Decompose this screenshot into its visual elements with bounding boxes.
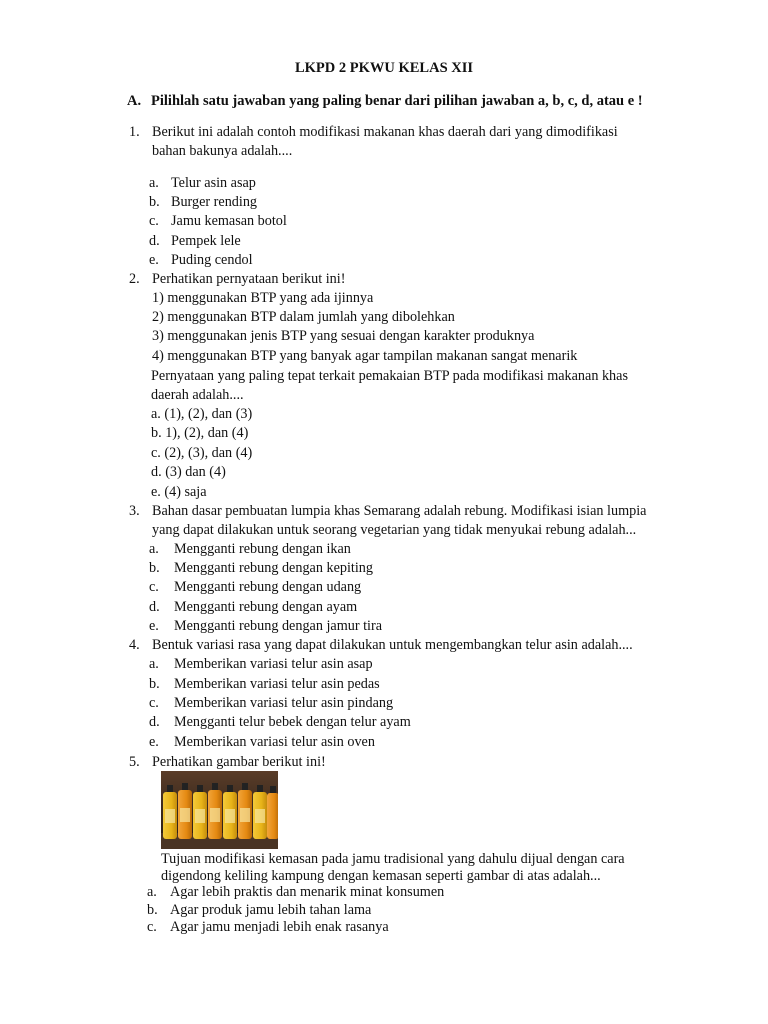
question-text-line: yang dapat dilakukan untuk seorang vegetarian yang tidak menyukai rebung adalah... — [152, 522, 637, 538]
question-number: 2. — [129, 271, 140, 287]
option-letter: a. — [149, 175, 159, 191]
option-item: d. (3) dan (4) — [151, 464, 226, 480]
question-intro: Perhatikan pernyataan berikut ini! — [152, 271, 346, 287]
option-letter: a. — [149, 541, 159, 557]
bottle-row — [163, 783, 278, 839]
section-instruction — [127, 93, 643, 110]
option-letter: b. — [149, 194, 160, 210]
option-text: Mengganti telur bebek dengan telur ayam — [174, 714, 411, 730]
question-text-line: Bahan dasar pembuatan lumpia khas Semarang adalah rebung. Modifikasi isian lumpia — [152, 503, 647, 519]
option-letter: e. — [149, 734, 159, 750]
jamu-bottles-photo — [161, 771, 278, 849]
section-letter: A. — [127, 93, 142, 109]
question-text-line: Tujuan modifikasi kemasan pada jamu tradisional yang dahulu dijual dengan cara — [161, 851, 625, 867]
option-text: Mengganti rebung dengan ikan — [174, 541, 351, 557]
option-text: Burger rending — [171, 194, 258, 210]
option-text: Memberikan variasi telur asin oven — [174, 734, 375, 750]
option-letter: c. — [147, 919, 157, 935]
statement-item: 4) menggunakan BTP yang banyak agar tampilan makanan sangat menarik — [152, 348, 578, 364]
option-item: a. (1), (2), dan (3) — [151, 406, 253, 422]
option-letter: d. — [149, 714, 160, 730]
question-text-line: Bentuk variasi rasa yang dapat dilakukan untuk mengembangkan telur asin adalah.... — [152, 637, 633, 653]
option-text: Jamu kemasan botol — [171, 213, 287, 229]
section-instruction-text: Pilihlah satu jawaban yang paling benar dari pilihan jawaban a, b, c, d, atau e ! — [151, 93, 643, 109]
question-text-line: daerah adalah.... — [151, 387, 244, 403]
option-text: Telur asin asap — [171, 175, 256, 191]
statement-item: 2) menggunakan BTP dalam jumlah yang dibolehkan — [152, 309, 455, 325]
option-letter: d. — [149, 599, 160, 615]
option-letter: b. — [147, 902, 158, 918]
option-text: Puding cendol — [171, 252, 253, 268]
option-text: Agar lebih praktis dan menarik minat konsumen — [170, 884, 445, 900]
option-letter: c. — [149, 579, 159, 595]
option-letter: e. — [149, 618, 159, 634]
option-letter: c. — [149, 695, 159, 711]
option-letter: d. — [149, 233, 160, 249]
page-title: LKPD 2 PKWU KELAS XII — [294, 60, 474, 76]
option-item: e. (4) saja — [151, 484, 207, 500]
option-letter: a. — [149, 656, 159, 672]
option-letter: e. — [149, 252, 159, 268]
option-item: c. (2), (3), dan (4) — [151, 445, 253, 461]
jamu-bottles-image — [161, 771, 278, 849]
option-letter: a. — [147, 884, 157, 900]
question-number: 3. — [129, 503, 140, 519]
question-text-line: digendong keliling kampung dengan kemasan seperti gambar di atas adalah... — [161, 868, 601, 884]
statement-item: 1) menggunakan BTP yang ada ijinnya — [152, 290, 374, 306]
option-text: Mengganti rebung dengan udang — [174, 579, 362, 595]
option-text: Mengganti rebung dengan ayam — [174, 599, 358, 615]
option-item: b. 1), (2), dan (4) — [151, 425, 249, 441]
question-text-line: Berikut ini adalah contoh modifikasi makanan khas daerah dari yang dimodifikasi — [152, 124, 618, 140]
option-text: Agar jamu menjadi lebih enak rasanya — [170, 919, 389, 935]
option-text: Memberikan variasi telur asin asap — [174, 656, 373, 672]
question-number: 5. — [129, 754, 140, 770]
question-text-line: bahan bakunya adalah.... — [152, 143, 293, 159]
option-letter: b. — [149, 676, 160, 692]
option-text: Pempek lele — [171, 233, 241, 249]
question-number: 1. — [129, 124, 140, 140]
option-text: Agar produk jamu lebih tahan lama — [170, 902, 372, 918]
option-text: Memberikan variasi telur asin pedas — [174, 676, 380, 692]
option-letter: b. — [149, 560, 160, 576]
question-text-line: Pernyataan yang paling tepat terkait pemakaian BTP pada modifikasi makanan khas — [151, 368, 628, 384]
option-text: Mengganti rebung dengan jamur tira — [174, 618, 383, 634]
statement-item: 3) menggunakan jenis BTP yang sesuai dengan karakter produknya — [152, 328, 535, 344]
option-text: Mengganti rebung dengan kepiting — [174, 560, 373, 576]
option-text: Memberikan variasi telur asin pindang — [174, 695, 394, 711]
option-letter: c. — [149, 213, 159, 229]
question-intro: Perhatikan gambar berikut ini! — [152, 754, 326, 770]
question-number: 4. — [129, 637, 140, 653]
